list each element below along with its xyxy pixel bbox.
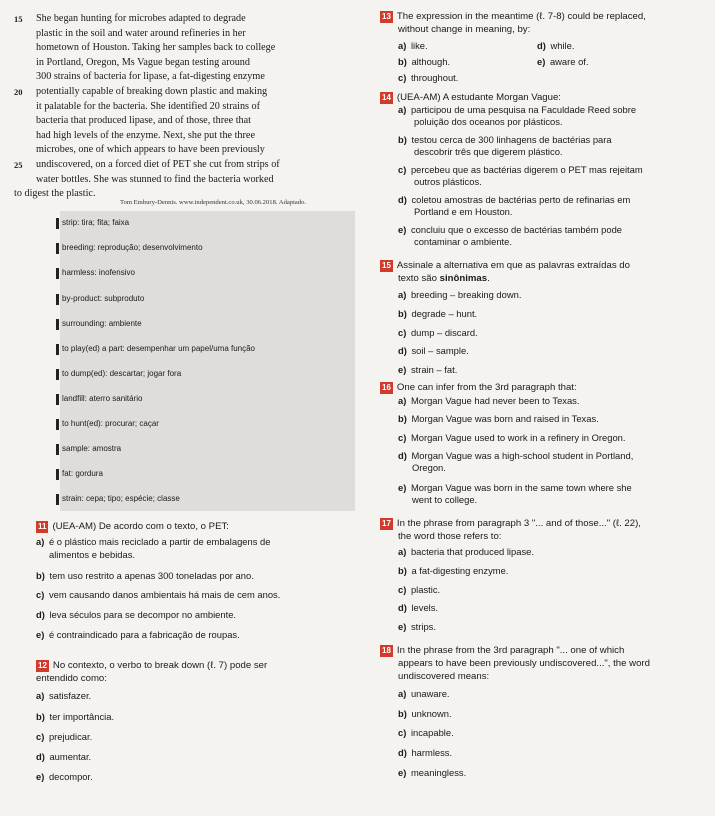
answer-option[interactable] (36, 731, 92, 743)
option-text: alimentos e bebidas. (49, 549, 135, 560)
option-text: tem uso restrito a apenas 300 toneladas por ano. (49, 570, 254, 581)
option-text: a fat-digesting enzyme. (411, 565, 509, 576)
answer-option[interactable] (398, 40, 428, 52)
question-number-badge: 12 (38, 661, 47, 670)
passage-line (14, 114, 358, 129)
answer-option[interactable] (36, 771, 93, 783)
option-letter: e) (537, 56, 546, 67)
option-letter: b) (398, 308, 407, 319)
question-text: Assinale a alternativa em que as palavras extraídas do (396, 260, 630, 271)
answer-option[interactable] (537, 56, 589, 68)
passage-text: bacteria that produced lipase, and of those, three that (36, 115, 251, 127)
answer-option[interactable] (36, 629, 240, 641)
question-12-stem-cont: entendido como: (36, 673, 107, 684)
answer-option-continuation (412, 494, 477, 506)
answer-option[interactable] (398, 194, 630, 206)
option-letter: e) (36, 629, 45, 640)
answer-option[interactable] (36, 536, 270, 548)
answer-option[interactable] (36, 589, 280, 601)
option-letter: a) (398, 104, 407, 115)
option-text: satisfazer. (48, 690, 92, 701)
option-text: Morgan Vague was a high-school student in Portland, (411, 450, 634, 461)
option-letter: d) (36, 609, 45, 620)
option-letter: e) (398, 364, 407, 375)
passage-text: She began hunting for microbes adapted to degrade (36, 13, 246, 24)
passage-text: in Portland, Oregon, Ms Vague began testing around (36, 56, 250, 68)
option-letter: e) (398, 767, 407, 778)
option-text: coletou amostras de bactérias perto de refinarias em (411, 194, 631, 205)
option-letter: e) (398, 224, 407, 235)
question-17-stem (380, 518, 641, 530)
option-letter: d) (398, 194, 407, 205)
answer-option[interactable] (398, 747, 452, 759)
question-number-badge: 16 (382, 383, 391, 392)
question-text: In the phrase from paragraph 3 "... and of those..." (ℓ. 22), (396, 518, 641, 529)
passage-text: it palatable for the bacteria. She identified 20 strains of (36, 100, 261, 112)
passage-text: microbes, one of which appears to have been previously (36, 144, 265, 156)
line-number: 20 (14, 86, 23, 97)
question-text: . (487, 273, 490, 284)
answer-option[interactable] (398, 688, 450, 700)
glossary-item: strain: cepa; tipo; espécie; classe (62, 494, 180, 503)
option-text: although. (411, 56, 451, 67)
answer-option-continuation (414, 236, 512, 248)
question-12-stem (36, 660, 267, 672)
option-letter: d) (398, 602, 407, 613)
answer-option[interactable] (398, 289, 521, 301)
option-letter: e) (398, 621, 407, 632)
answer-option[interactable] (398, 602, 438, 614)
answer-option[interactable] (398, 708, 452, 720)
passage-line (14, 70, 358, 85)
passage-line (14, 12, 358, 27)
line-number: 15 (14, 14, 23, 24)
question-15-stem-cont (398, 273, 490, 285)
line-number: 25 (14, 159, 23, 170)
question-14-stem (380, 92, 561, 104)
option-letter: c) (398, 432, 407, 443)
answer-option[interactable] (36, 690, 91, 702)
answer-option-continuation (412, 462, 446, 474)
passage-line (14, 129, 358, 144)
option-text: harmless. (411, 747, 453, 758)
option-text: plastic. (410, 584, 441, 595)
glossary-item: to hunt(ed): procurar; caçar (62, 419, 159, 428)
question-number-badge: 15 (382, 261, 391, 270)
option-letter: b) (36, 570, 45, 581)
passage-line (14, 27, 358, 42)
option-text: Morgan Vague used to work in a refinery in Oregon. (410, 432, 626, 443)
option-letter: c) (36, 731, 45, 742)
option-letter: b) (398, 56, 407, 67)
glossary-item: harmless: inofensivo (62, 268, 135, 277)
option-letter: c) (398, 72, 407, 83)
passage-line (14, 41, 358, 56)
answer-option[interactable] (398, 482, 632, 494)
answer-option[interactable] (398, 345, 469, 357)
answer-option[interactable] (398, 395, 579, 407)
glossary-item: fat: gordura (62, 469, 103, 478)
answer-option[interactable] (398, 72, 458, 84)
option-letter: c) (398, 584, 407, 595)
emphasis-text: sinônimas (439, 273, 488, 284)
passage-line (14, 143, 358, 158)
answer-option[interactable] (398, 164, 643, 176)
answer-option-continuation (414, 116, 563, 128)
question-number-badge: 17 (382, 519, 391, 528)
glossary-box (60, 211, 355, 511)
option-letter: a) (398, 289, 407, 300)
question-text: In the phrase from the 3rd paragraph "... one of which (396, 645, 625, 656)
option-letter: c) (398, 327, 407, 338)
passage-line (14, 85, 358, 100)
option-text: Morgan Vague was born in the same town where she (410, 482, 632, 493)
option-letter: b) (398, 708, 407, 719)
option-text: participou de uma pesquisa na Faculdade Reed sobre (410, 104, 637, 115)
option-text: é o plástico mais reciclado a partir de embalagens de (48, 536, 271, 547)
answer-option-continuation (414, 146, 563, 158)
question-text: texto são (398, 273, 440, 284)
answer-option[interactable] (36, 570, 254, 582)
option-text: Morgan Vague had never been to Texas. (410, 395, 580, 406)
option-text: descobrir três que digerem plástico. (414, 146, 563, 157)
option-text: strain – fat. (410, 364, 458, 375)
question-text: No contexto, o verbo to break down (ℓ. 7) pode ser (52, 660, 268, 671)
option-text: outros plásticos. (414, 176, 482, 187)
question-13-stem-cont: without change in meaning, by: (398, 24, 531, 35)
option-text: dump – discard. (410, 327, 478, 338)
passage-line (14, 173, 358, 188)
answer-option[interactable] (398, 546, 534, 558)
question-18-stem-cont: appears to have been previously undiscovered...", the word (398, 658, 650, 669)
answer-option[interactable] (398, 327, 478, 339)
answer-option[interactable] (398, 224, 622, 236)
option-text: ter importância. (49, 711, 115, 722)
reading-passage (14, 12, 358, 202)
question-text: (UEA-AM) De acordo com o texto, o PET: (52, 521, 229, 532)
passage-text: hometown of Houston. Taking her samples back to college (36, 42, 276, 54)
answer-option[interactable] (398, 767, 466, 779)
glossary-item: to dump(ed): descartar; jogar fora (62, 369, 182, 378)
option-text: meaningless. (410, 767, 467, 778)
answer-option[interactable] (398, 565, 508, 577)
option-letter: c) (36, 589, 45, 600)
answer-option-continuation (49, 549, 135, 561)
passage-text: to digest the plastic. (14, 188, 96, 200)
option-letter: b) (398, 413, 407, 424)
answer-option[interactable] (398, 364, 457, 376)
option-text: soil – sample. (411, 345, 469, 356)
passage-text: water bottles. She was stunned to find the bacteria worked (36, 173, 274, 185)
question-text: One can infer from the 3rd paragraph that: (396, 382, 577, 393)
answer-option[interactable] (398, 727, 454, 739)
question-11-stem (36, 521, 229, 533)
option-text: é contraindicado para a fabricação de roupas. (48, 629, 240, 640)
answer-option-continuation (414, 206, 513, 218)
glossary-item: strip: tira; fita; faixa (62, 218, 130, 227)
option-text: breeding – breaking down. (410, 289, 522, 300)
answer-option[interactable] (398, 308, 477, 320)
option-letter: d) (537, 40, 546, 51)
option-text: concluiu que o excesso de bactérias também pode (410, 224, 623, 235)
passage-line (14, 100, 358, 115)
option-text: prejudicar. (48, 731, 93, 742)
option-text: unaware. (410, 688, 450, 699)
question-number-badge: 14 (382, 93, 391, 102)
option-text: levels. (411, 602, 439, 613)
glossary-item: sample: amostra (62, 444, 122, 453)
glossary-item: to play(ed) a part: desempenhar um papel/uma função (62, 344, 256, 353)
option-text: incapable. (410, 727, 454, 738)
glossary-item: by-product: subproduto (62, 294, 145, 303)
question-text: The expression in the meantime (ℓ. 7-8) could be replaced, (396, 11, 646, 22)
question-15-stem (380, 260, 630, 272)
answer-option[interactable] (36, 751, 91, 763)
answer-option[interactable] (36, 609, 236, 621)
option-letter: b) (398, 565, 407, 576)
option-letter: b) (398, 134, 407, 145)
passage-text: 300 strains of bacteria for lipase, a fat-digesting enzyme (36, 71, 265, 83)
option-letter: a) (398, 688, 407, 699)
option-letter: a) (36, 690, 45, 701)
option-text: unknown. (411, 708, 452, 719)
passage-text: had high levels of the enzyme. Next, she put the three (36, 129, 255, 141)
option-letter: d) (398, 345, 407, 356)
option-text: Morgan Vague was born and raised in Texas. (411, 413, 599, 424)
option-letter: c) (398, 727, 407, 738)
passage-line (14, 158, 358, 173)
option-letter: e) (398, 482, 407, 493)
question-18-stem-cont: undiscovered means: (398, 671, 490, 682)
option-text: decompor. (48, 771, 93, 782)
question-number-badge: 13 (382, 12, 391, 21)
option-text: while. (550, 40, 575, 51)
question-16-stem (380, 382, 577, 394)
passage-text: undiscovered, on a forced diet of PET she cut from strips of (36, 158, 280, 170)
option-text: throughout. (410, 72, 459, 83)
question-18-stem (380, 645, 624, 657)
option-letter: a) (36, 536, 45, 547)
answer-option[interactable] (398, 56, 450, 68)
option-text: strips. (410, 621, 436, 632)
source-credit: Tom Embury-Dennis. www.independent.co.uk, 30.06.2018. Adaptado. (120, 199, 307, 206)
option-text: leva séculos para se decompor no ambiente. (49, 609, 237, 620)
passage-text: potentially capable of breaking down plastic and making (36, 85, 268, 97)
question-number-badge: 11 (38, 522, 47, 531)
answer-option[interactable] (398, 450, 633, 462)
option-text: Portland e em Houston. (414, 206, 513, 217)
option-letter: a) (398, 395, 407, 406)
question-17-stem-cont: the word those refers to: (398, 531, 502, 542)
answer-option[interactable] (537, 40, 574, 52)
passage-line (14, 56, 358, 71)
glossary-item: breeding: reprodução; desenvolvimento (62, 243, 203, 252)
option-text: poluição dos oceanos por plásticos. (414, 116, 563, 127)
question-number-badge: 18 (382, 646, 391, 655)
option-text: aware of. (549, 56, 589, 67)
glossary-item: surrounding: ambiente (62, 319, 142, 328)
option-text: vem causando danos ambientais há mais de cem anos. (48, 589, 281, 600)
option-text: bacteria that produced lipase. (410, 546, 534, 557)
answer-option[interactable] (36, 711, 114, 723)
answer-option[interactable] (398, 134, 612, 146)
option-letter: d) (398, 450, 407, 461)
answer-option[interactable] (398, 621, 436, 633)
option-text: degrade – hunt. (411, 308, 478, 319)
option-text: testou cerca de 300 linhagens de bactérias para (411, 134, 612, 145)
answer-option[interactable] (398, 432, 625, 444)
answer-option[interactable] (398, 104, 636, 116)
option-text: contaminar o ambiente. (414, 236, 512, 247)
question-13-stem (380, 11, 646, 23)
answer-option[interactable] (398, 413, 599, 425)
glossary-item: landfill: aterro sanitário (62, 394, 143, 403)
passage-text: plastic in the soil and water around refineries in her (36, 27, 246, 39)
option-text: Oregon. (412, 462, 446, 473)
option-text: aumentar. (49, 751, 92, 762)
option-letter: a) (398, 546, 407, 557)
answer-option-continuation (414, 176, 482, 188)
option-text: percebeu que as bactérias digerem o PET mas rejeitam (410, 164, 643, 175)
option-letter: b) (36, 711, 45, 722)
option-letter: d) (398, 747, 407, 758)
option-letter: e) (36, 771, 45, 782)
answer-option[interactable] (398, 584, 440, 596)
option-text: like. (410, 40, 428, 51)
option-letter: a) (398, 40, 407, 51)
option-letter: d) (36, 751, 45, 762)
question-text: (UEA-AM) A estudante Morgan Vague: (396, 92, 561, 103)
option-text: went to college. (412, 494, 478, 505)
option-letter: c) (398, 164, 407, 175)
